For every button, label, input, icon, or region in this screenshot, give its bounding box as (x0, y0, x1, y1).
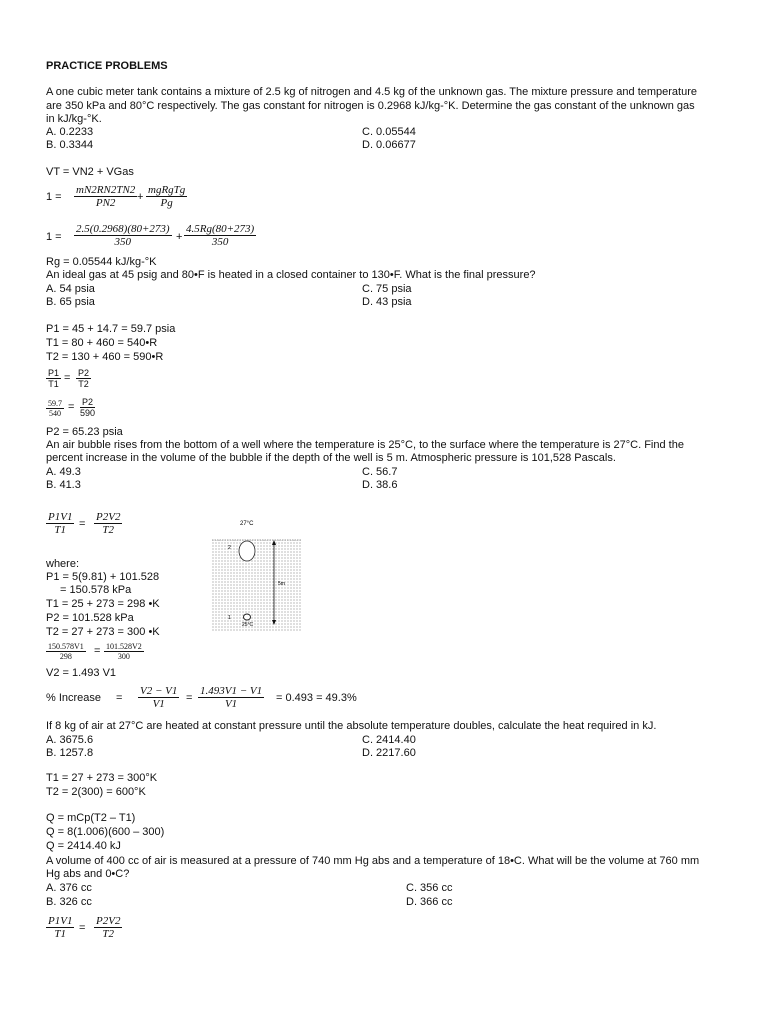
frac-numerator: P2 (82, 397, 94, 407)
problem-4-choice-a: A. 3675.6 (46, 734, 94, 746)
problem-3-where-label: where: (46, 558, 80, 570)
frac-denominator: T2 (102, 928, 115, 940)
problem-3-frac-left (46, 511, 74, 536)
problem-1-result: Rg = 0.05544 kJ/kg-°K (46, 256, 157, 268)
frac-numerator: 4.5Rg(80+273) (186, 223, 255, 235)
problem-3-choice-a: A. 49.3 (46, 466, 81, 478)
problem-3-choice-d: D. 38.6 (362, 479, 398, 491)
diagram-bottom-temperature: 25°C (242, 622, 254, 628)
problem-3-frac-values-right (104, 642, 144, 661)
problem-3-frac-right (94, 511, 122, 536)
problem-3-step-t1: T1 = 25 + 273 = 298 •K (46, 598, 160, 610)
plus-sign: + (176, 231, 183, 243)
problem-4-text-line-1: If 8 kg of air at 27°C are heated at constant pressure until the absolute temperature doubles, calculate the heat required in kJ. (46, 720, 657, 732)
problem-1-text-line-1: A one cubic meter tank contains a mixture of 2.5 kg of nitrogen and 4.5 kg of the unknown gas. The mixture pressure and temperature (46, 86, 698, 98)
problem-3-step-p1-value: = 150.578 kPa (60, 584, 132, 596)
problem-3-text-line-1: An air bubble rises from the bottom of a well where the temperature is 25°C, to the surface where the temperature is 27°C. Find the (46, 439, 684, 451)
problem-1-eq-lhs: 1 = (46, 191, 62, 203)
problem-2-choice-c: C. 75 psia (362, 283, 412, 295)
equals-sign: = (68, 401, 75, 413)
problem-2-step-p1: P1 = 45 + 14.7 = 59.7 psia (46, 323, 176, 335)
frac-denominator: T2 (102, 524, 115, 536)
equals-sign: = (79, 518, 86, 530)
bubble-top-marker: 2 (228, 545, 231, 551)
frac-numerator: mgRgTg (148, 184, 186, 196)
equals-sign: = (186, 692, 193, 704)
well-water (212, 540, 302, 632)
frac-numerator: 1.493V1 − V1 (200, 685, 263, 697)
frac-denominator: Pg (160, 197, 173, 209)
problem-5-text-line-2: Hg abs and 0•C? (46, 868, 130, 880)
frac-numerator: P1 (48, 368, 60, 378)
problem-2-result: P2 = 65.23 psia (46, 426, 123, 438)
problem-1-frac-nitrogen-values (74, 223, 172, 248)
problem-4-choice-b: B. 1257.8 (46, 747, 94, 759)
well-bubble-diagram (212, 515, 312, 635)
problem-2-step-t1: T1 = 80 + 460 = 540•R (46, 337, 158, 349)
plus-sign: + (137, 191, 144, 203)
frac-denominator: T1 (54, 928, 67, 940)
problem-2-frac-p1-t1 (46, 368, 61, 389)
problem-4-choice-c: C. 2414.40 (362, 734, 416, 746)
frac-denominator: 350 (114, 236, 132, 248)
problem-4-choice-d: D. 2217.60 (362, 747, 416, 759)
frac-numerator: P1V1 (48, 915, 73, 927)
problem-5-choice-d: D. 366 cc (406, 896, 453, 908)
frac-denominator: V1 (152, 698, 165, 710)
equals-sign: = (64, 372, 71, 384)
problem-5-choice-c: C. 356 cc (406, 882, 453, 894)
problem-1-choice-b: B. 0.3344 (46, 139, 94, 151)
problem-3-step-t2: T2 = 27 + 273 = 300 •K (46, 626, 160, 638)
problem-3-choice-c: C. 56.7 (362, 466, 398, 478)
frac-denominator: 298 (59, 652, 72, 661)
bubble-bottom (244, 614, 251, 620)
problem-1-text-line-3: in kJ/kg-°K. (46, 113, 102, 125)
problem-3-frac-increase (138, 685, 179, 710)
frac-denominator: 590 (80, 408, 96, 418)
problem-1-choice-a: A. 0.2233 (46, 126, 94, 138)
problem-1-frac-gas (146, 184, 187, 209)
problem-2-step-t2: T2 = 130 + 460 = 590•R (46, 351, 164, 363)
problem-1-text-line-2: are 350 kPa and 80°C respectively. The gas constant for nitrogen is 0.2968 kJ/kg-°K. Determine the gas constant of the unknown gas (46, 100, 695, 112)
frac-denominator: T1 (54, 524, 67, 536)
problem-1-volume-equation: VT = VN2 + VGas (46, 166, 134, 178)
frac-numerator: V2 − V1 (140, 685, 178, 697)
problem-5-frac-left (46, 915, 74, 940)
problem-1-eq-lhs-2: 1 = (46, 231, 62, 243)
problem-1-choice-d: D. 0.06677 (362, 139, 416, 151)
equals-sign: = (94, 645, 101, 657)
frac-numerator: P2V2 (96, 511, 121, 523)
frac-denominator: PN2 (95, 197, 116, 209)
problem-2-choice-b: B. 65 psia (46, 296, 95, 308)
problem-2-text-line-1: An ideal gas at 45 psig and 80•F is heated in a closed container to 130•F. What is the final pressure? (46, 269, 536, 281)
frac-denominator: 540 (49, 409, 61, 418)
equals-sign: = (79, 922, 86, 934)
problem-5-choice-a: A. 376 cc (46, 882, 92, 894)
bubble-bottom-marker: 1 (228, 615, 231, 621)
problem-5-choice-b: B. 326 cc (46, 896, 92, 908)
frac-numerator: 59.7 (48, 399, 62, 408)
frac-numerator: mN2RN2TN2 (76, 184, 136, 196)
problem-1-frac-nitrogen (74, 184, 137, 209)
frac-numerator: 2.5(0.2968)(80+273) (76, 223, 170, 235)
problem-2-frac-values-2 (78, 397, 97, 418)
frac-denominator: 350 (211, 236, 229, 248)
problem-3-percent-label: % Increase (46, 692, 102, 704)
problem-2-frac-values-1 (46, 399, 64, 418)
bubble-top (239, 541, 255, 561)
problem-2-choice-a: A. 54 psia (46, 283, 95, 295)
problem-4-step-t2: T2 = 2(300) = 600°K (46, 786, 146, 798)
problem-2-choice-d: D. 43 psia (362, 296, 412, 308)
frac-numerator: P2 (78, 368, 90, 378)
problem-5-frac-right (94, 915, 122, 940)
problem-5-text-line-1: A volume of 400 cc of air is measured at a pressure of 740 mm Hg abs and a temperature of 18•C. What will be the volume at 760 mm (46, 855, 700, 867)
page-title: PRACTICE PROBLEMS (46, 60, 168, 72)
frac-denominator: T2 (78, 379, 89, 389)
diagram-depth-label: 5m (278, 581, 285, 587)
frac-denominator: 300 (117, 652, 130, 661)
frac-numerator: 101.528V2 (106, 642, 142, 651)
equals-sign: = (116, 692, 123, 704)
problem-3-frac-values-left (46, 642, 86, 661)
problem-3-frac-increase-values (198, 685, 264, 710)
problem-1-choice-c: C. 0.05544 (362, 126, 416, 138)
frac-numerator: P2V2 (96, 915, 121, 927)
problem-2-frac-p2-t2 (76, 368, 91, 389)
problem-3-step-p2: P2 = 101.528 kPa (46, 612, 134, 624)
problem-3-step-v2: V2 = 1.493 V1 (46, 667, 117, 679)
frac-numerator: 150.578V1 (48, 642, 84, 651)
problem-4-step-q-values: Q = 8(1.006)(600 – 300) (46, 826, 165, 838)
problem-1-frac-gas-values (184, 223, 256, 248)
problem-3-text-line-2: percent increase in the volume of the bubble if the depth of the well is 5 m. Atmospheric pressure is 101,528 Pascals. (46, 452, 616, 464)
frac-numerator: P1V1 (48, 511, 73, 523)
diagram-top-temperature: 27°C (240, 521, 254, 527)
frac-denominator: T1 (48, 379, 59, 389)
problem-3-percent-result: = 0.493 = 49.3% (276, 692, 357, 704)
problem-3-choice-b: B. 41.3 (46, 479, 81, 491)
frac-denominator: V1 (224, 698, 238, 710)
problem-4-step-t1: T1 = 27 + 273 = 300°K (46, 772, 158, 784)
problem-4-step-q-formula: Q = mCp(T2 – T1) (46, 812, 136, 824)
problem-3-step-p1: P1 = 5(9.81) + 101.528 (46, 571, 160, 583)
problem-4-step-q-result: Q = 2414.40 kJ (46, 840, 121, 852)
